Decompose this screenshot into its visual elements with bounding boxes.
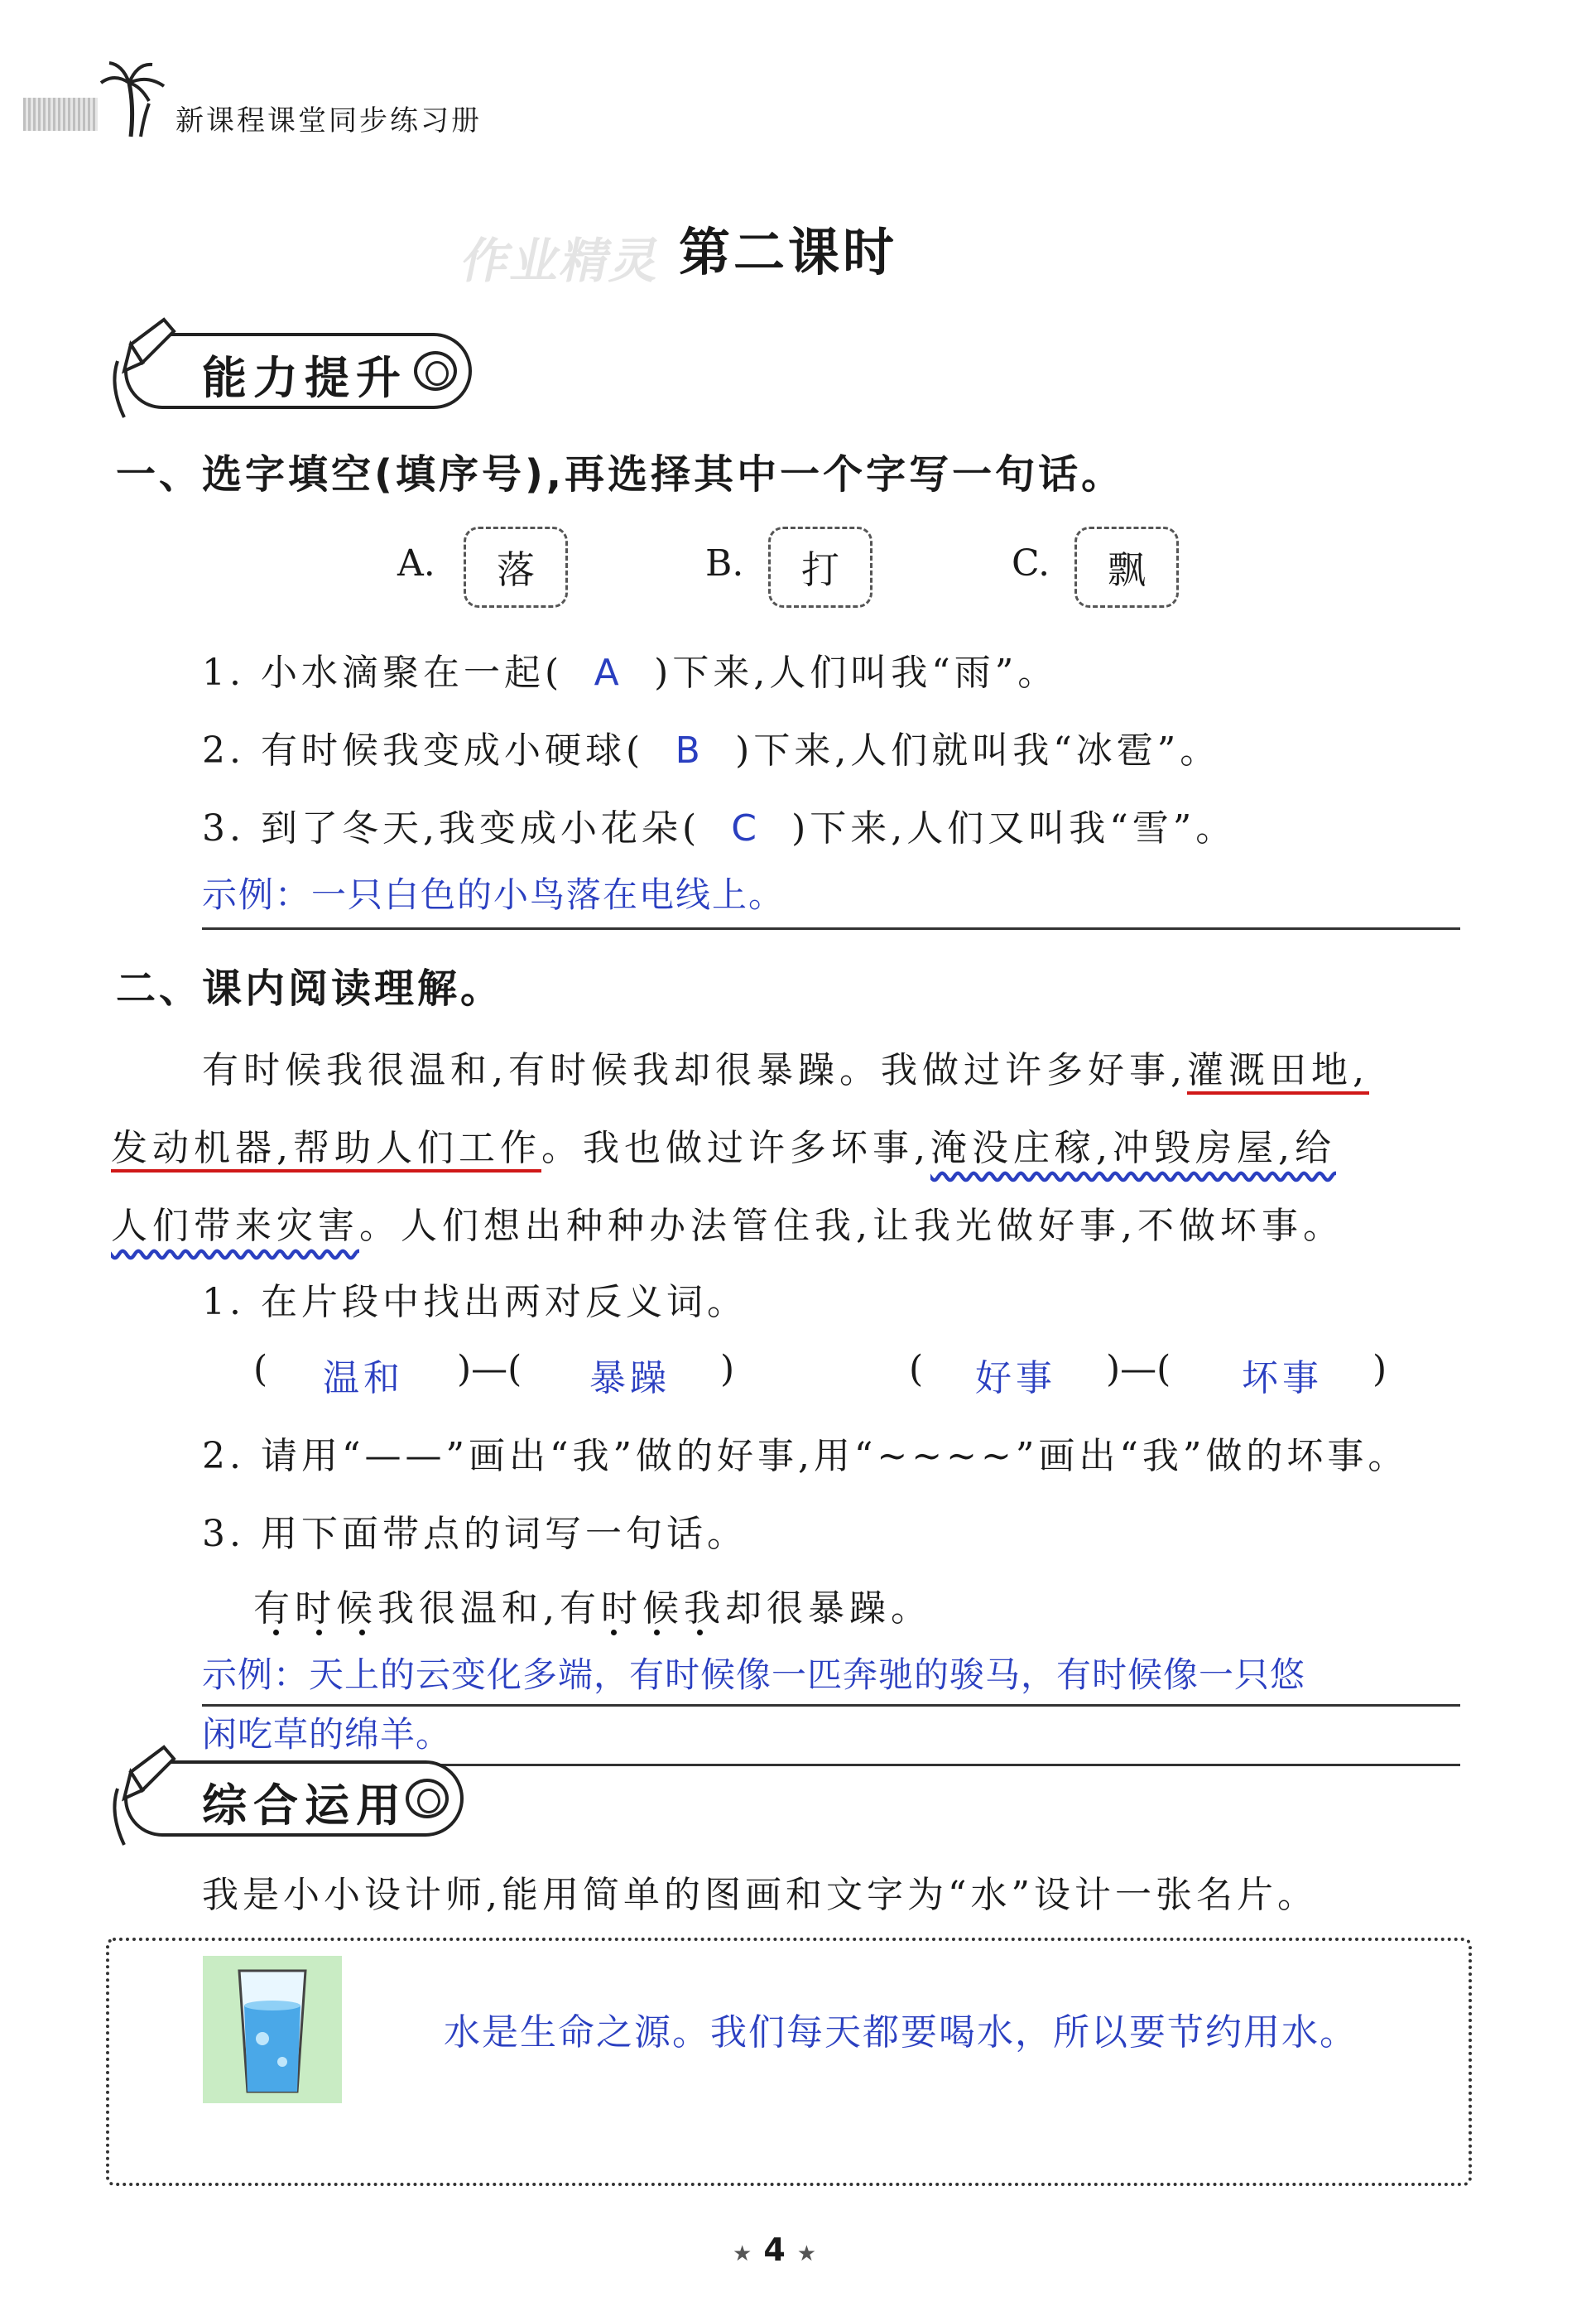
- good-deed-underline: 发动机器,帮助人们工作: [111, 1127, 541, 1173]
- option-b-label: B.: [705, 542, 744, 585]
- emphasis-dot: [611, 1630, 617, 1635]
- palm-tree-icon: [98, 58, 172, 141]
- paren-open: (: [253, 1348, 272, 1390]
- item-text: 到了冬天,我变成小花朵(: [260, 807, 701, 850]
- option-a-char: 落: [464, 527, 568, 608]
- emphasis-dot: [359, 1630, 365, 1635]
- dotted-sentence: 有时候我很温和,有时候我却很暴躁。: [253, 1587, 932, 1630]
- page-number: 4: [763, 2232, 797, 2268]
- question-2-title: 二、课内阅读理解。: [116, 965, 504, 1012]
- passage-line-3: [111, 1196, 1344, 1249]
- book-title: 新课程课堂同步练习册: [175, 104, 482, 137]
- passage-text: 。我也做过许多坏事,: [541, 1127, 930, 1169]
- water-glass-image: [203, 1956, 342, 2103]
- answer-text: A: [594, 652, 623, 694]
- q2-sub-1: 1. 在片段中找出两对反义词。: [202, 1281, 748, 1323]
- water-glass-icon: [203, 1956, 342, 2103]
- q2-sub-2: 2. 请用“——”画出“我”做的好事,用“~~~~”画出“我”做的坏事。: [202, 1435, 1409, 1477]
- banner-label: 能力提升: [202, 352, 407, 404]
- item-text: 小水滴聚在一起(: [260, 652, 564, 694]
- good-deed-underline: 灌溉田地,: [1187, 1049, 1369, 1095]
- emphasis-dot: [697, 1630, 703, 1635]
- item-number: 3.: [202, 807, 245, 850]
- option-a-label: A.: [397, 542, 435, 585]
- paren-close: ): [1372, 1348, 1392, 1390]
- option-b-char: 打: [768, 527, 873, 608]
- option-c-char: 飘: [1074, 527, 1179, 608]
- q2-sub-3: 3. 用下面带点的词写一句话。: [202, 1513, 748, 1555]
- antonym-answer: 暴躁: [589, 1357, 671, 1399]
- q3-prompt: 我是小小设计师,能用简单的图画和文字为“水”设计一张名片。: [202, 1874, 1318, 1916]
- q1-item-3: [202, 798, 1236, 851]
- card-text: 水是生命之源。我们每天都要喝水，所以要节约用水。: [444, 2011, 1358, 2054]
- q1-item-1: [202, 643, 1058, 696]
- question-1-title: 一、选字填空(填序号),再选择其中一个字写一句话。: [116, 451, 1125, 498]
- section-banner-application: [124, 1760, 464, 1837]
- answer-text: B: [675, 730, 704, 772]
- emphasis-dot: [654, 1630, 660, 1635]
- star-icon: ★: [796, 2242, 829, 2266]
- star-icon: ★: [733, 2242, 764, 2266]
- header-decoration: [23, 98, 98, 131]
- item-text: )下来,人们就叫我“冰雹”。: [735, 730, 1221, 772]
- item-number: 2.: [202, 730, 245, 772]
- bad-deed-wavy-underline: 人们带来灾害: [111, 1205, 359, 1247]
- antonym-answer: 坏事: [1242, 1357, 1323, 1399]
- antonym-answer: 好事: [975, 1357, 1056, 1399]
- item-number: 1.: [202, 652, 245, 694]
- paren-close: ): [720, 1348, 739, 1390]
- passage-line-1: [202, 1040, 1369, 1093]
- page-number-row: [733, 2232, 828, 2268]
- q2-example-line-1: 示例：天上的云变化多端，有时候像一匹奔驰的骏马，有时候像一只悠: [202, 1648, 1460, 1707]
- option-c-label: C.: [1012, 542, 1050, 585]
- item-text: )下来,人们叫我“雨”。: [654, 652, 1059, 694]
- item-text: )下来,人们又叫我“雪”。: [791, 807, 1237, 850]
- q1-item-2: [202, 720, 1220, 773]
- banner-label: 综合运用: [202, 1779, 407, 1832]
- antonym-answer: 温和: [323, 1357, 404, 1399]
- answer-text: C: [731, 807, 761, 850]
- watermark: 作业精灵: [456, 233, 668, 289]
- passage-text: 。人们想出种种办法管住我,让我光做好事,不做坏事。: [359, 1205, 1344, 1247]
- section-banner-ability: [124, 333, 472, 409]
- pencil-icon: [106, 1739, 180, 1863]
- lesson-title: 第二课时: [679, 222, 898, 282]
- q1-example-answer: 示例：一只白色的小鸟落在电线上。: [202, 868, 1460, 930]
- pair-dash: )—(: [457, 1348, 522, 1390]
- item-text: 有时候我变成小硬球(: [260, 730, 645, 772]
- pencil-icon: [106, 311, 180, 436]
- pair-dash: )—(: [1106, 1348, 1171, 1390]
- ring-icon: [406, 1779, 449, 1818]
- paren-open: (: [909, 1348, 928, 1390]
- ring-icon: [414, 351, 457, 391]
- bad-deed-wavy-underline: 淹没庄稼,冲毁房屋,给: [930, 1127, 1336, 1169]
- emphasis-dot: [273, 1630, 279, 1635]
- emphasis-dot: [316, 1630, 322, 1635]
- q2-example-line-2: 闲吃草的绵羊。: [202, 1707, 1460, 1766]
- passage-line-2: [111, 1118, 1336, 1171]
- passage-text: 有时候我很温和,有时候我却很暴躁。我做过许多好事,: [202, 1049, 1187, 1091]
